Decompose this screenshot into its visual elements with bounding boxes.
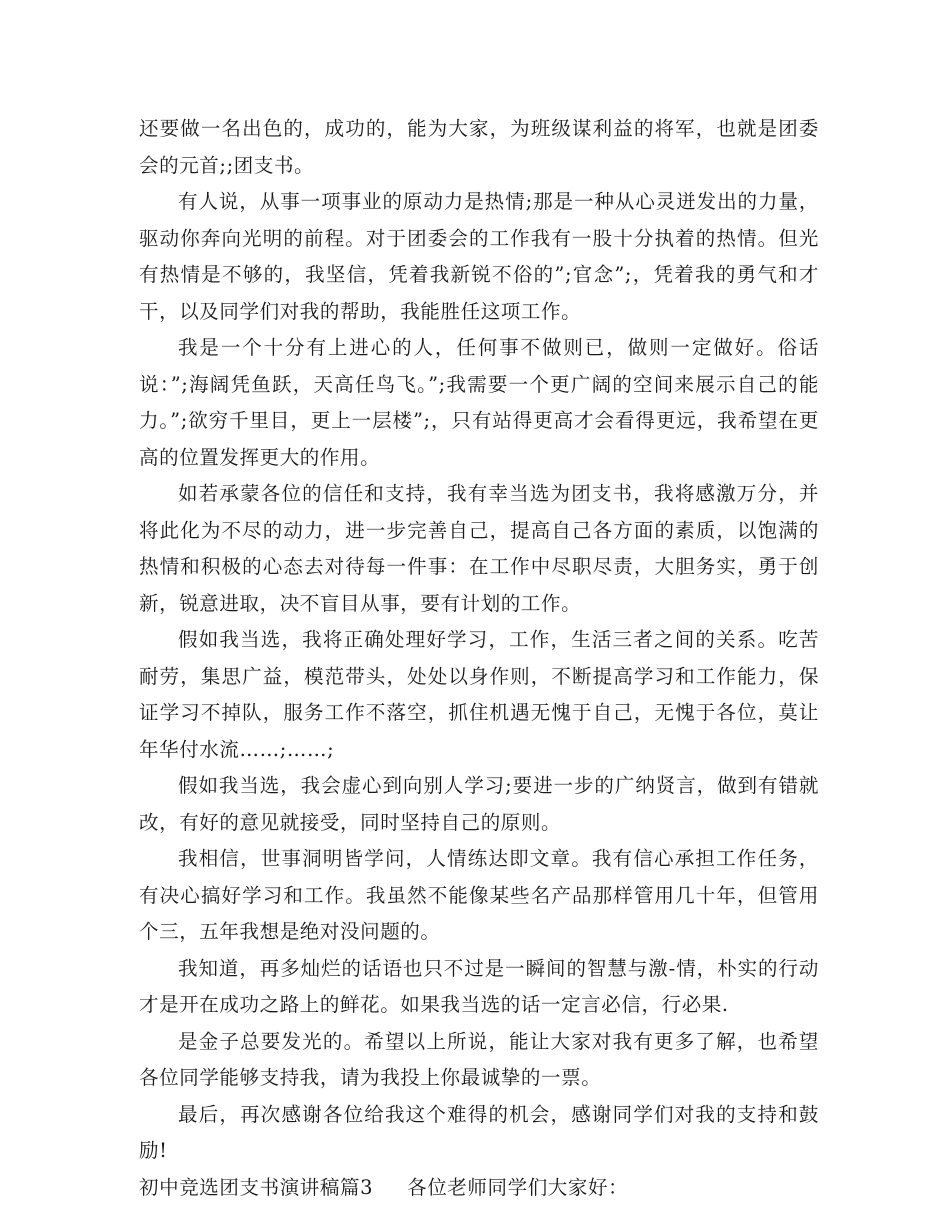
- section-greeting: 各位老师同学们大家好：: [407, 1175, 629, 1199]
- document-body: [139, 111, 819, 1206]
- paragraph-6: 假如我当选，我会虚心到向别人学习;要进一步的广纳贤言，做到有错就改，有好的意见就接受，同时坚持自己的原则。: [139, 774, 819, 834]
- paragraph-7: 我相信，世事洞明皆学问，人情练达即文章。我有信心承担工作任务，有决心搞好学习和工作。我虽然不能像某些名产品那样管用几十年，但管用个三，五年我想是绝对没问题的。: [139, 847, 819, 943]
- paragraph-10: 最后，再次感谢各位给我这个难得的机会，感谢同学们对我的支持和鼓励!: [139, 1102, 819, 1162]
- paragraph-9: 是金子总要发光的。希望以上所说，能让大家对我有更多了解，也希望各位同学能够支持我，请为我投上你最诚挚的一票。: [139, 1029, 819, 1089]
- paragraph-3: 我是一个十分有上进心的人，任何事不做则已，做则一定做好。俗话说：”;海阔凭鱼跃，天高任鸟飞。”;我需要一个更广阔的空间来展示自己的能力。”;欲穷千里目，更上一层楼”;，只有站得更高才会看得更远，我希望在更高的位置发挥更大的作用。: [139, 336, 819, 469]
- paragraph-8: 我知道，再多灿烂的话语也只不过是一瞬间的智慧与激-情，朴实的行动才是开在成功之路上的鲜花。如果我当选的话一定言必信，行必果.: [139, 956, 819, 1016]
- paragraph-4: 如若承蒙各位的信任和支持，我有幸当选为团支书，我将感激万分，并将此化为不尽的动力，进一步完善自己，提高自己各方面的素质，以饱满的热情和积极的心态去对待每一件事：在工作中尽职尽责，大胆务实，勇于创新，锐意进取，决不盲目从事，要有计划的工作。: [139, 482, 819, 615]
- paragraph-1: 还要做一名出色的，成功的，能为大家，为班级谋利益的将军，也就是团委会的元首;;团支书。: [139, 117, 819, 177]
- paragraph-2: 有人说，从事一项事业的原动力是热情;那是一种从心灵迸发出的力量，驱动你奔向光明的前程。对于团委会的工作我有一股十分执着的热情。但光有热情是不够的，我坚信，凭着我新锐不俗的”;官念”;，凭着我的勇气和才干，以及同学们对我的帮助，我能胜任这项工作。: [139, 190, 819, 323]
- section-title: 初中竞选团支书演讲稿篇3: [139, 1175, 374, 1199]
- next-section-line: [139, 1170, 819, 1207]
- paragraph-5: 假如我当选，我将正确处理好学习，工作，生活三者之间的关系。吃苦耐劳，集思广益，模范带头，处处以身作则，不断提高学习和工作能力，保证学习不掉队，服务工作不落空，抓住机遇无愧于自己，无愧于各位，莫让年华付水流……;……;: [139, 628, 819, 761]
